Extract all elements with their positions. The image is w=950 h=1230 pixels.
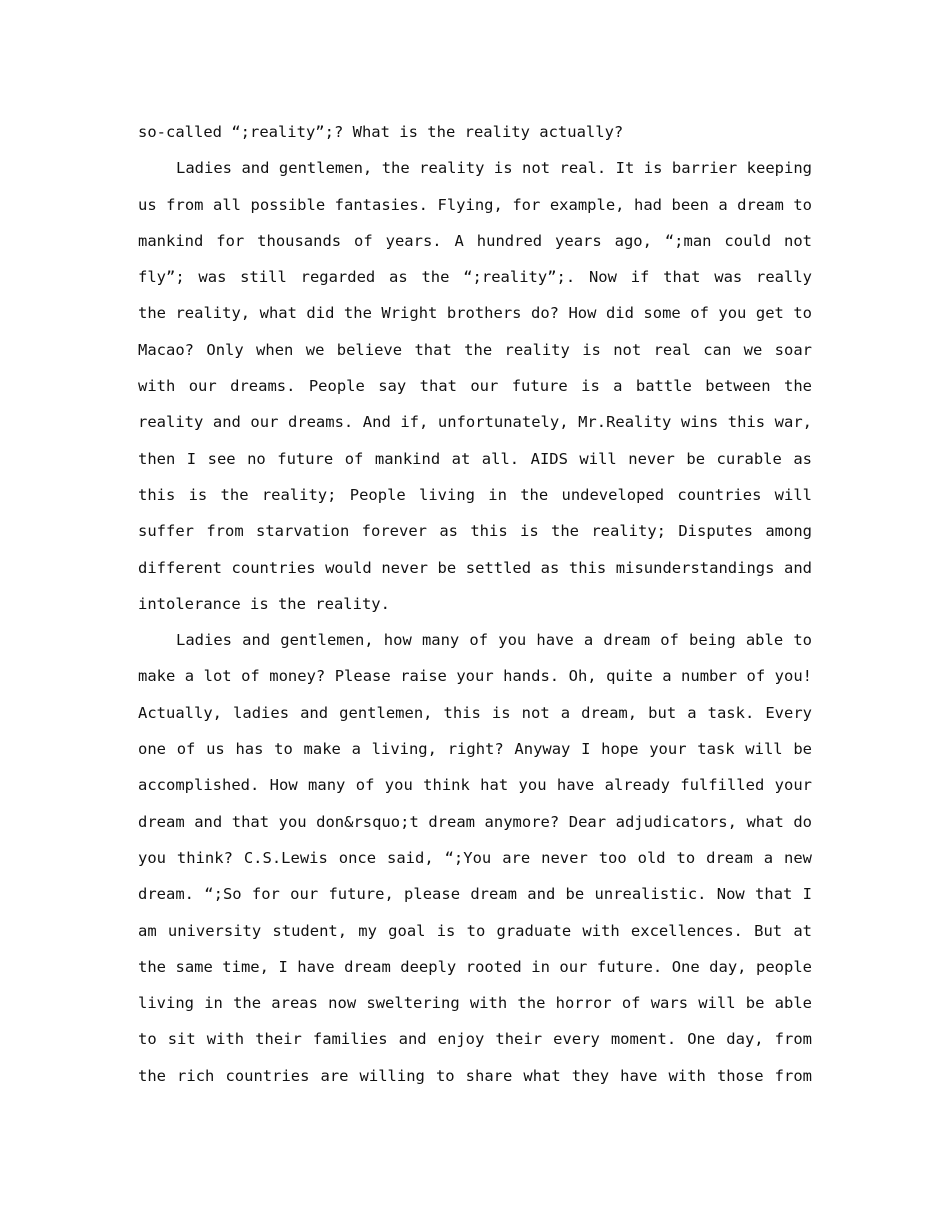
paragraph-line: make a lot of money? Please raise your hands. Oh, quite a number of you! bbox=[138, 667, 812, 686]
paragraph-line: intolerance is the reality. bbox=[138, 594, 390, 613]
paragraph-line: fly”; was still regarded as the “;reality”;. Now if that was really bbox=[138, 268, 812, 287]
paragraph-line: Actually, ladies and gentlemen, this is not a dream, but a task. Every bbox=[138, 703, 812, 722]
paragraph-line: accomplished. How many of you think hat you have already fulfilled your bbox=[138, 776, 812, 795]
paragraph-line: so-called “;reality”;? What is the reality actually? bbox=[138, 123, 624, 141]
paragraph-line: then I see no future of mankind at all. AIDS will never be curable as bbox=[138, 449, 812, 468]
paragraph-line: mankind for thousands of years. A hundred years ago, “;man could not bbox=[138, 231, 812, 250]
paragraph-line: Ladies and gentlemen, the reality is not real. It is barrier keeping bbox=[176, 159, 812, 178]
paragraph-line: dream. “;So for our future, please dream and be unrealistic. Now that I bbox=[138, 885, 812, 904]
paragraph-line: with our dreams. People say that our future is a battle between the bbox=[138, 377, 812, 396]
paragraph-line: the rich countries are willing to share what they have with those from bbox=[138, 1066, 812, 1085]
paragraph-line: Ladies and gentlemen, how many of you have a dream of being able to bbox=[176, 631, 812, 650]
paragraph-line: Macao? Only when we believe that the reality is not real can we soar bbox=[138, 340, 812, 359]
paragraph-line: to sit with their families and enjoy their every moment. One day, from bbox=[138, 1030, 812, 1049]
paragraph-line: dream and that you don&rsquo;t dream anymore? Dear adjudicators, what do bbox=[138, 812, 812, 831]
paragraph-line: us from all possible fantasies. Flying, for example, had been a dream to bbox=[138, 195, 812, 214]
paragraph-line: one of us has to make a living, right? Anyway I hope your task will be bbox=[138, 740, 812, 759]
paragraph-line: this is the reality; People living in the undeveloped countries will bbox=[138, 485, 812, 504]
paragraph-line: different countries would never be settled as this misunderstandings and bbox=[138, 558, 812, 577]
paragraph-line: living in the areas now sweltering with the horror of wars will be able bbox=[138, 994, 812, 1013]
document-body bbox=[138, 114, 812, 1094]
paragraph-line: am university student, my goal is to graduate with excellences. But at bbox=[138, 921, 812, 940]
paragraph-line: suffer from starvation forever as this is the reality; Disputes among bbox=[138, 522, 812, 541]
paragraph-line: the same time, I have dream deeply rooted in our future. One day, people bbox=[138, 957, 812, 976]
paragraph-line: the reality, what did the Wright brothers do? How did some of you get to bbox=[138, 304, 812, 323]
paragraph-line: reality and our dreams. And if, unfortunately, Mr.Reality wins this war, bbox=[138, 413, 812, 432]
paragraph-line: you think? C.S.Lewis once said, “;You are never too old to dream a new bbox=[138, 848, 812, 867]
